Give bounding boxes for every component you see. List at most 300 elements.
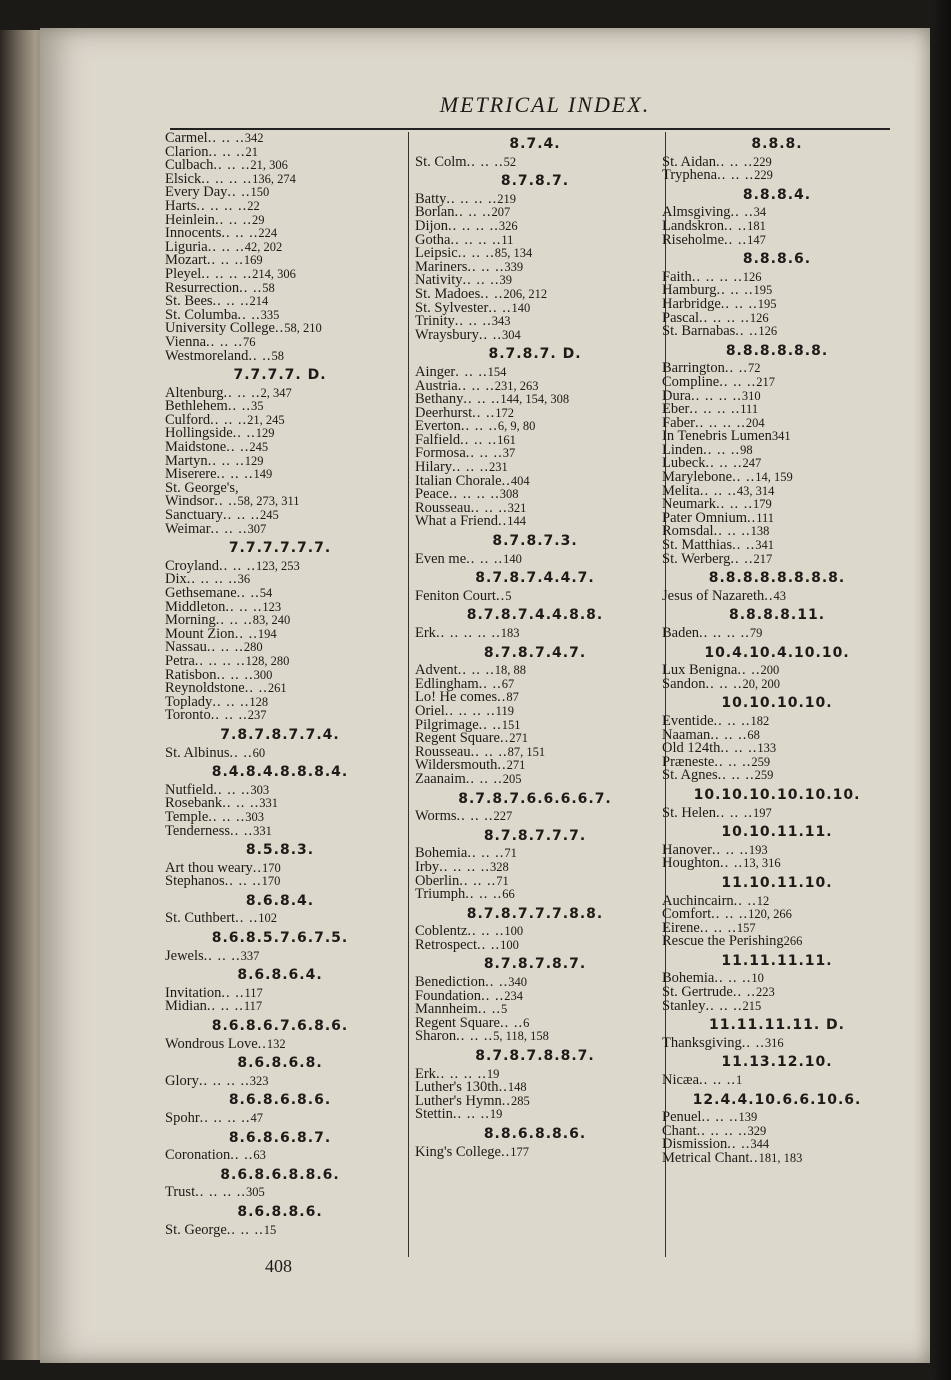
tune-name: Rousseau	[415, 743, 471, 760]
page-refs: 157	[736, 920, 756, 935]
tune-name: Petra	[165, 652, 195, 669]
tune-entry	[662, 935, 892, 949]
leader-dots: .. ..	[237, 306, 261, 323]
leader-dots: ..	[764, 587, 774, 604]
leader-dots: .. ..	[226, 439, 250, 456]
tune-name: Trust	[165, 1184, 196, 1201]
tune-name: Leipsic	[415, 245, 458, 262]
leader-dots: .. ..	[227, 184, 251, 201]
meter-block	[165, 1094, 395, 1125]
meter-block	[415, 1128, 655, 1159]
tune-name: Toronto	[165, 707, 211, 724]
leader-dots: .. .. ..	[456, 1028, 494, 1045]
leader-dots: ..	[495, 587, 506, 604]
leader-dots: .. .. ..	[460, 431, 498, 448]
tune-name: Coblentz	[415, 923, 468, 940]
page-refs: 205	[502, 771, 522, 786]
tune-name: Carmel	[165, 130, 208, 146]
meter-heading: 8.6.8.5.7.6.7.5.	[211, 930, 349, 947]
tune-entry	[662, 675, 892, 692]
tune-name: Batty	[415, 190, 447, 207]
page-refs: 328	[490, 859, 509, 874]
leader-dots: .. ..	[239, 279, 263, 296]
leader-dots: .. .. ..	[216, 666, 254, 683]
meter-block	[165, 932, 395, 963]
leader-dots: .. ..	[235, 910, 259, 927]
page-refs: 128, 280	[245, 653, 290, 668]
tune-name: Regent Square	[415, 1014, 500, 1031]
leader-dots: .. .. ..	[224, 873, 262, 890]
tune-name: Italian Chorale	[415, 472, 502, 489]
page-refs: 144	[507, 514, 526, 529]
leader-dots: ..	[500, 1143, 511, 1160]
tune-entry	[415, 888, 655, 902]
meter-block	[165, 369, 395, 536]
leader-dots: .. .. ..	[203, 947, 241, 964]
meter-heading: 11.13.12.10.	[721, 1054, 833, 1071]
leader-dots: .. .. ..	[465, 886, 503, 903]
page-refs: 85, 134	[494, 246, 533, 261]
page-refs: 193	[748, 842, 768, 857]
tune-entry	[165, 744, 395, 761]
page-refs: 140	[511, 300, 531, 315]
leader-dots: ..	[749, 1150, 759, 1166]
page-refs: 217	[756, 374, 775, 389]
leader-dots: .. .. .. ..	[446, 190, 498, 207]
page-refs: 58	[271, 348, 285, 363]
page-refs: 123	[262, 599, 282, 614]
tune-name: Worms	[415, 808, 457, 825]
meter-heading: 12.4.4.10.6.6.10.6.	[692, 1091, 862, 1108]
page-refs: 100	[504, 924, 524, 939]
tune-name: Miserere	[165, 466, 217, 483]
tune-name: Nativity	[415, 272, 463, 289]
page-refs: 329	[747, 1123, 767, 1138]
meter-block	[165, 132, 395, 363]
tune-name: St. Matthias	[662, 537, 733, 554]
leader-dots: .. .. .. ..	[198, 1072, 250, 1089]
leader-dots: .. .. ..	[206, 252, 244, 269]
page-refs: 21	[245, 144, 258, 159]
tune-name: Liguria	[165, 238, 208, 255]
page-refs: 140	[503, 551, 522, 566]
leader-dots: .. .. ..	[699, 1072, 737, 1089]
tune-name: Bohemia	[662, 970, 715, 987]
leader-dots: .. ..	[221, 984, 245, 1001]
tune-name: Every Day	[165, 184, 228, 201]
meter-heading: 8.8.8.	[751, 136, 803, 152]
meter-block	[662, 609, 892, 640]
page-refs: 58, 273, 311	[237, 494, 300, 509]
leader-dots: .. .. .. ..	[448, 486, 500, 503]
meter-heading: 8.7.8.7.6.6.6.6.7.	[458, 790, 612, 807]
tune-name: Linden	[662, 441, 704, 458]
leader-dots: .. .. ..	[210, 411, 248, 428]
meter-block	[415, 572, 655, 603]
page-refs: 21, 306	[250, 158, 288, 173]
page-refs: 13, 316	[743, 856, 781, 871]
tune-entry	[165, 347, 395, 364]
leader-dots: .. ..	[735, 323, 759, 340]
tune-name: Pilgrimage	[415, 716, 479, 733]
tune-name: Houghton	[662, 855, 720, 872]
page-refs: 63	[253, 1148, 266, 1163]
tune-name: Mannheim	[415, 1001, 478, 1018]
leader-dots: .. .. ..	[713, 712, 751, 729]
tune-name: Retrospect	[415, 936, 478, 953]
meter-block	[415, 958, 655, 1044]
tune-name: Windsor	[165, 493, 215, 510]
page-refs: 179	[752, 497, 772, 512]
leader-dots: .. .. ..	[699, 919, 737, 936]
tune-name: Compline	[662, 373, 720, 390]
page-refs: 60	[252, 745, 266, 760]
leader-dots: .. .. .. ..	[201, 265, 253, 282]
page-refs: 132	[266, 1036, 286, 1051]
tune-entry	[662, 169, 892, 183]
page-refs: 229	[754, 168, 773, 183]
page-refs: 337	[240, 948, 260, 963]
page-refs: 12	[756, 893, 770, 908]
leader-dots: .. .. ..	[714, 970, 752, 987]
leader-dots: .. ..	[730, 550, 754, 567]
page-refs: 245	[259, 508, 279, 523]
tune-entry	[165, 520, 395, 537]
page-refs: 39	[499, 273, 513, 288]
page-refs: 200	[760, 663, 780, 678]
leader-dots: .. .. ..	[214, 211, 252, 228]
leader-dots: ..	[497, 513, 508, 530]
page-refs: 133	[757, 741, 777, 756]
leader-dots: .. ..	[481, 987, 505, 1004]
tune-name: Naaman	[662, 726, 711, 743]
tune-name: Baden	[662, 625, 700, 641]
leader-dots: .. ..	[485, 974, 509, 991]
tune-name: Art thou weary	[165, 859, 253, 876]
leader-dots: .. .. ..	[221, 225, 259, 242]
page-refs: 58	[262, 280, 275, 295]
leader-dots: .. ..	[730, 204, 754, 221]
meter-block	[165, 1203, 395, 1238]
page-refs: 224	[258, 226, 278, 241]
page-refs: 87, 151	[507, 744, 546, 759]
page-refs: 259	[754, 768, 774, 783]
tune-name: St. Bees	[165, 293, 213, 310]
page-refs: 170	[262, 860, 281, 875]
leader-dots: .. ..	[724, 231, 748, 248]
page-refs: 303	[245, 809, 265, 824]
page-refs: 404	[510, 473, 530, 488]
page-refs: 5, 118, 158	[493, 1029, 549, 1044]
tune-name: Jesus of Nazareth	[662, 587, 765, 604]
tune-name: St. Gertrude	[662, 984, 733, 1001]
page-refs: 19	[486, 1066, 500, 1081]
leader-dots: .. ..	[724, 360, 748, 377]
tune-name: Middleton	[165, 598, 226, 615]
leader-dots: .. .. ..	[715, 496, 753, 513]
tune-name: Hilary	[415, 459, 453, 476]
page-refs: 20, 200	[742, 676, 780, 691]
meter-heading: 8.7.8.7.4.7.	[483, 644, 587, 661]
tune-name: In Tenebris Lumen	[662, 428, 772, 445]
tune-name: Præneste	[662, 753, 715, 770]
tune-name: Rosebank	[165, 795, 223, 812]
meter-block	[165, 542, 395, 723]
tune-entry	[415, 770, 655, 787]
tune-name: Austria	[415, 377, 458, 394]
meter-block	[662, 874, 892, 950]
index-column-2	[415, 132, 655, 1165]
meter-heading: 8.4.8.4.8.8.8.4.	[211, 764, 349, 781]
page-refs: 43, 314	[736, 483, 775, 498]
tune-name: Wondrous Love	[165, 1035, 258, 1052]
meter-heading: 8.8.8.8.8.8.	[725, 342, 829, 359]
meter-heading: 8.7.8.7.	[500, 173, 570, 190]
meter-heading: 8.8.8.6.	[742, 251, 812, 268]
leader-dots: ..	[257, 1035, 267, 1052]
tune-name: Foundation	[415, 987, 482, 1004]
tune-entry	[415, 936, 655, 953]
tune-entry	[165, 1186, 395, 1200]
page-refs: 100	[500, 937, 519, 952]
tune-name: Even me	[415, 550, 467, 567]
tune-name: Nicæa	[662, 1072, 700, 1089]
tune-name: Mariners	[415, 258, 468, 275]
meter-heading: 8.7.8.7. D.	[488, 346, 582, 363]
tune-name: Rescue the Perishing	[662, 933, 784, 950]
page-refs: 71	[496, 873, 509, 888]
tune-name: Bohemia	[415, 845, 468, 862]
tune-name: Peace	[415, 486, 449, 503]
tune-entry	[662, 1074, 892, 1088]
meter-block	[165, 969, 395, 1014]
page-refs: 234	[504, 988, 523, 1003]
tune-entry	[165, 947, 395, 964]
page-refs: 343	[491, 314, 511, 329]
page-refs: 194	[257, 626, 277, 641]
page-refs: 266	[783, 934, 803, 949]
meter-heading: 8.7.8.7.8.7.	[483, 956, 587, 973]
tune-name: Coronation	[165, 1147, 231, 1164]
tune-entry	[662, 857, 892, 871]
page-refs: 6, 9, 80	[497, 419, 536, 434]
leader-dots: .. .. ..	[703, 441, 741, 458]
meter-heading: 10.10.10.10.	[721, 695, 833, 712]
tune-name: Borlan	[415, 204, 455, 221]
meter-block	[662, 253, 892, 339]
tune-entry	[415, 627, 655, 641]
tune-name: King's College	[415, 1143, 501, 1160]
meter-block	[165, 892, 395, 927]
tune-name: What a Friend	[415, 513, 498, 530]
meter-heading: 8.7.8.7.3.	[492, 533, 578, 550]
tune-name: Morning	[165, 612, 216, 629]
page-refs: 308	[499, 487, 519, 502]
page-refs: 204	[745, 415, 765, 430]
tune-name: Thanksgiving	[662, 1034, 742, 1051]
leader-dots: .. .. ..	[467, 923, 505, 940]
tune-name: Glory	[165, 1072, 199, 1089]
leader-dots: .. ..	[720, 855, 744, 872]
meter-block	[662, 186, 892, 248]
leader-dots: .. .. .. .. ..	[435, 625, 501, 641]
leader-dots: .. .. ..	[467, 258, 505, 275]
page-refs: 231, 263	[494, 378, 539, 393]
leader-dots: .. .. ..	[213, 781, 251, 798]
meter-heading: 8.7.8.7.8.8.7.	[475, 1048, 595, 1065]
page-refs: 71	[504, 846, 517, 861]
tune-name: Luther's Hymn	[415, 1092, 502, 1109]
tune-name: Toplady	[165, 693, 213, 710]
leader-dots: .. .. .. ..	[195, 1184, 246, 1201]
meter-block	[415, 138, 655, 169]
leader-dots: .. ..	[478, 675, 502, 692]
leader-dots: .. .. ..	[207, 130, 245, 146]
page-refs: 76	[243, 334, 256, 349]
tune-name: Nassau	[165, 639, 207, 656]
column-divider	[408, 132, 409, 1257]
page-refs: 217	[753, 551, 773, 566]
meter-heading: 8.7.8.7.4.4.7.	[475, 570, 595, 587]
meter-heading: 8.8.8.8.11.	[728, 607, 826, 624]
page-refs: 2, 347	[260, 385, 292, 400]
meter-block	[415, 348, 655, 529]
tune-name: Lux Benigna	[662, 662, 738, 679]
page-refs: 129	[255, 426, 275, 441]
tune-name: St. Werberg	[662, 550, 731, 567]
tune-name: Triumph	[415, 886, 466, 903]
page-refs: 35	[250, 399, 264, 414]
leader-dots: .. ..	[727, 1136, 751, 1153]
page-refs: 98	[740, 442, 753, 457]
tune-name: Lubeck	[662, 455, 706, 472]
tune-name: Bethlehem	[165, 398, 228, 415]
tune-entry	[662, 231, 892, 248]
tune-name: Dura	[662, 387, 691, 404]
page-refs: 129	[244, 453, 264, 468]
tune-entry	[165, 822, 395, 839]
tune-name: Sanctuary	[165, 507, 223, 524]
page-refs: 148	[507, 1080, 527, 1095]
tune-name: Mozart	[165, 252, 207, 269]
page-refs: 316	[764, 1035, 784, 1050]
meter-heading: 8.6.8.6.8.7.	[228, 1129, 332, 1146]
leader-dots: .. .. ..	[212, 293, 250, 310]
page-refs: 54	[259, 586, 273, 600]
tune-name: Hanover	[662, 841, 712, 858]
leader-dots: .. .. ..	[454, 313, 492, 330]
meter-block	[415, 535, 655, 566]
leader-dots: .. .. ..	[467, 845, 505, 862]
tune-name: St. George's,	[165, 479, 239, 496]
leader-dots: .. .. ..	[222, 507, 260, 524]
meter-heading: 7.7.7.7.7.7.	[228, 540, 332, 557]
page-refs: 321	[507, 500, 527, 515]
tune-name: Ainger	[415, 363, 456, 380]
leader-dots: .. .. .. ..	[695, 414, 746, 431]
leader-dots: .. .. ..	[720, 295, 758, 312]
meter-block	[662, 138, 892, 183]
meter-heading: 8.6.8.6.7.6.8.6.	[211, 1018, 349, 1035]
tune-name: Faith	[662, 268, 692, 285]
leader-dots: .. ..	[732, 984, 756, 1001]
tune-entry	[662, 325, 892, 339]
page-refs: 177	[510, 1144, 529, 1159]
meter-heading: 11.10.11.10.	[721, 874, 833, 891]
tune-name: Hollingside	[165, 425, 233, 442]
page-refs: 117	[243, 999, 263, 1014]
leader-dots: .. .. ..	[720, 740, 758, 757]
meter-block	[165, 1166, 395, 1201]
page-refs: 261	[267, 681, 287, 696]
meter-block	[662, 697, 892, 783]
meter-heading: 7.7.7.7. D.	[233, 367, 327, 384]
tune-name: Bethany	[415, 391, 464, 408]
meter-block	[662, 952, 892, 1014]
tune-name: St. Cuthbert	[165, 910, 236, 927]
tune-name: Wildersmouth	[415, 757, 498, 774]
page-refs: 126	[749, 310, 769, 325]
leader-dots: .. .. .. ..	[689, 401, 741, 418]
leader-dots: .. ..	[244, 680, 268, 697]
page-refs: 87	[506, 690, 519, 705]
page-refs: 331	[259, 796, 278, 811]
tune-entry	[165, 1000, 395, 1014]
page-refs: 11	[501, 232, 514, 247]
tune-name: Irby	[415, 858, 440, 875]
tune-name: Regent Square	[415, 730, 500, 747]
tune-name: Weimar	[165, 520, 211, 537]
leader-dots: ..	[499, 730, 510, 747]
leader-dots: .. .. ..	[457, 377, 495, 394]
page-refs: 305	[245, 1185, 265, 1200]
meter-block	[165, 844, 395, 889]
tune-name: St. Agnes	[662, 767, 718, 784]
tune-name: Dismission	[662, 1136, 728, 1153]
meter-block	[415, 175, 655, 342]
meter-heading: 8.7.8.7.7.7.8.8.	[466, 905, 604, 922]
page-refs: 22	[247, 198, 260, 213]
leader-dots: .. ..	[214, 493, 238, 510]
tune-name: Jewels	[165, 947, 204, 964]
tune-name: Sharon	[415, 1028, 457, 1045]
leader-dots: .. .. ..	[457, 662, 495, 679]
page-refs: 1	[736, 1073, 743, 1088]
leader-dots: .. .. ..	[710, 726, 748, 743]
page-refs: 15	[263, 1222, 277, 1237]
tune-name: Dix	[165, 571, 187, 588]
page-refs: 335	[260, 307, 280, 322]
leader-dots: ..	[497, 757, 507, 774]
tune-name: Eventide	[662, 712, 714, 729]
tune-name: Penuel	[662, 1109, 702, 1126]
leader-dots: .. .. ..	[225, 598, 263, 615]
leader-dots: .. .. ..	[465, 770, 503, 787]
tune-name: Melita	[662, 482, 700, 499]
tune-entry	[415, 326, 655, 343]
meter-block	[662, 786, 892, 821]
meter-heading: 8.8.8.4.	[742, 186, 812, 203]
leader-dots: .. ..	[488, 299, 512, 316]
tune-name: Harbridge	[662, 295, 721, 312]
meter-heading: 8.6.8.6.4.	[237, 967, 323, 984]
tune-name: Culford	[165, 411, 211, 428]
leader-dots: .. .. ..	[452, 459, 490, 476]
page-refs: 310	[741, 388, 761, 403]
page-refs: 117	[244, 985, 263, 1000]
page-refs: 111	[740, 402, 759, 417]
leader-dots: .. .. ..	[463, 391, 501, 408]
